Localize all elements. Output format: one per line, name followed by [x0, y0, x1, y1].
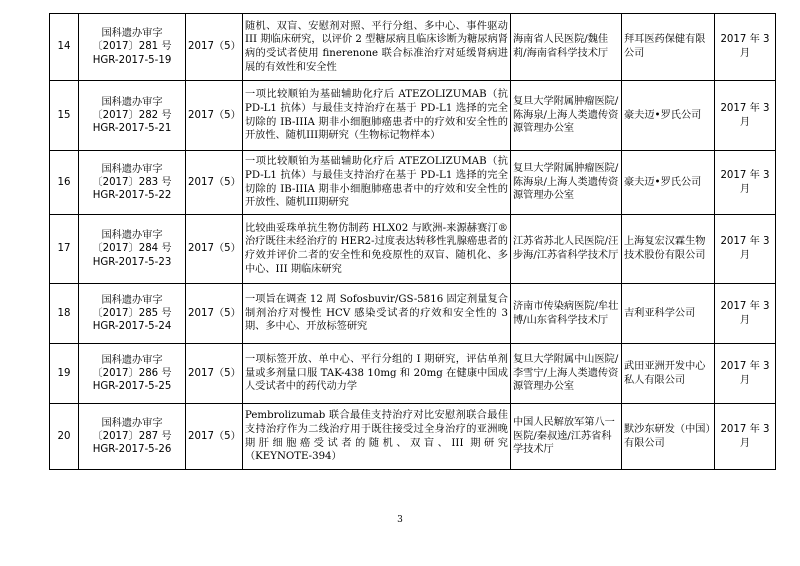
approval-line: 〔2017〕287 号 — [92, 430, 172, 442]
approval-line: HGR-2017-5-25 — [92, 381, 172, 393]
project-title: 比较曲妥珠单抗生物仿制药 HLX02 与欧洲-来源赫赛汀®治疗既往未经治疗的 HER2-过度表达转移性乳腺癌患者的疗效并评价二者的安全性和免疫原性的双盲、随机化、多中心、III 期临床研究 — [243, 215, 511, 284]
project-title: 一项标签开放、单中心、平行分组的 I 期研究，评估单剂量或多剂量口服 TAK-438 10mg 和 20mg 在健康中国成人受试者中的药代动力学 — [243, 344, 511, 404]
approval-date: 2017 年 3 月 — [715, 81, 776, 151]
project-title: 随机、双盲、安慰剂对照、平行分组、多中心、事件驱动 III 期临床研究，以评价 2 型糖尿病且临床诊断为糖尿病肾病的受试者使用 finerenone 联合标准治疗对延缓肾病进展的有效性和安全性 — [243, 14, 511, 81]
row-index: 18 — [50, 284, 79, 344]
table-row — [50, 344, 776, 404]
table-body — [50, 14, 776, 470]
sponsor: 拜耳医药保健有限公司 — [622, 14, 715, 81]
approval-line: 〔2017〕281 号 — [92, 41, 172, 53]
approval-date: 2017 年 3 月 — [715, 404, 776, 470]
approval-line: HGR-2017-5-22 — [92, 190, 172, 202]
approval-line: 〔2017〕285 号 — [92, 307, 172, 319]
row-index: 15 — [50, 81, 79, 151]
approval-line: 〔2017〕286 号 — [92, 367, 172, 379]
approval-line: HGR-2017-5-26 — [92, 444, 172, 456]
approval-line: 国科遗办审字 — [101, 294, 163, 306]
research-unit: 江苏省苏北人民医院/汪步海/江苏省科学技术厅 — [511, 215, 622, 284]
row-index: 20 — [50, 404, 79, 470]
approval-date: 2017 年 3 月 — [715, 284, 776, 344]
table-row — [50, 215, 776, 284]
approval-line: HGR-2017-5-21 — [92, 123, 172, 135]
research-unit: 济南市传染病医院/牟壮博/山东省科学技术厅 — [511, 284, 622, 344]
research-unit: 中国人民解放军第八一医院/秦叔逵/江苏省科学技术厅 — [511, 404, 622, 470]
research-unit: 复旦大学附属中山医院/李雪宁/上海人类遗传资源管理办公室 — [511, 344, 622, 404]
project-title: 一项旨在调查 12 周 Sofosbuvir/GS-5816 固定剂量复合制剂治疗对慢性 HCV 感染受试者的疗效和安全性的 3 期、多中心、开放标签研究 — [243, 284, 511, 344]
sponsor: 豪夫迈•罗氏公司 — [622, 81, 715, 151]
approval-line: 国科遗办审字 — [101, 230, 163, 242]
sponsor: 武田亚洲开发中心私人有限公司 — [622, 344, 715, 404]
approval-number — [79, 14, 186, 81]
approval-date: 2017 年 3 月 — [715, 344, 776, 404]
approval-date: 2017 年 3 月 — [715, 215, 776, 284]
research-unit: 海南省人民医院/魏佳莉/海南省科学技术厅 — [511, 14, 622, 81]
sponsor: 吉利亚科学公司 — [622, 284, 715, 344]
batch: 2017（5） — [186, 151, 243, 215]
approval-number — [79, 284, 186, 344]
research-unit: 复旦大学附属肿瘤医院/陈海泉/上海人类遗传资源管理办公室 — [511, 81, 622, 151]
approval-table — [49, 13, 776, 470]
approval-line: 〔2017〕282 号 — [92, 109, 172, 121]
research-unit: 复旦大学附属肿瘤医院/陈海泉/上海人类遗传资源管理办公室 — [511, 151, 622, 215]
sponsor: 上海复宏汉霖生物技术股份有限公司 — [622, 215, 715, 284]
table-row — [50, 284, 776, 344]
project-title: 一项比较顺铂为基础辅助化疗后 ATEZOLIZUMAB（抗 PD-L1 抗体）与最佳支持治疗在基于 PD-L1 选择的完全切除的 IB-IIIA 期非小细胞肺癌患者中的疗效和安全性的开放性、随机III期研究 — [243, 151, 511, 215]
approval-line: 〔2017〕284 号 — [92, 243, 172, 255]
batch: 2017（5） — [186, 14, 243, 81]
approval-number — [79, 151, 186, 215]
approval-line: HGR-2017-5-24 — [92, 321, 172, 333]
batch: 2017（5） — [186, 344, 243, 404]
page-number: 3 — [397, 515, 403, 525]
batch: 2017（5） — [186, 81, 243, 151]
approval-line: 国科遗办审字 — [101, 354, 163, 366]
batch: 2017（5） — [186, 284, 243, 344]
approval-line: HGR-2017-5-19 — [92, 54, 172, 66]
sponsor: 豪夫迈•罗氏公司 — [622, 151, 715, 215]
table-row — [50, 14, 776, 81]
approval-line: HGR-2017-5-23 — [92, 256, 172, 268]
project-title: 一项比较顺铂为基础辅助化疗后 ATEZOLIZUMAB（抗 PD-L1 抗体）与最佳支持治疗在基于 PD-L1 选择的完全切除的 IB-IIIA 期非小细胞肺癌患者中的疗效和安全性的开放性、随机III期研究（生物标记物样本） — [243, 81, 511, 151]
row-index: 17 — [50, 215, 79, 284]
approval-date: 2017 年 3 月 — [715, 151, 776, 215]
approval-number — [79, 404, 186, 470]
approval-number — [79, 344, 186, 404]
approval-number — [79, 215, 186, 284]
row-index: 16 — [50, 151, 79, 215]
table-row — [50, 404, 776, 470]
row-index: 14 — [50, 14, 79, 81]
sponsor: 默沙东研发（中国）有限公司 — [622, 404, 715, 470]
approval-line: 国科遗办审字 — [101, 163, 163, 175]
approval-line: 国科遗办审字 — [101, 28, 163, 40]
row-index: 19 — [50, 344, 79, 404]
table-row — [50, 151, 776, 215]
approval-number — [79, 81, 186, 151]
batch: 2017（5） — [186, 215, 243, 284]
approval-line: 国科遗办审字 — [101, 96, 163, 108]
approval-line: 国科遗办审字 — [101, 417, 163, 429]
batch: 2017（5） — [186, 404, 243, 470]
approval-date: 2017 年 3 月 — [715, 14, 776, 81]
approval-line: 〔2017〕283 号 — [92, 176, 172, 188]
project-title: Pembrolizumab 联合最佳支持治疗对比安慰剂联合最佳支持治疗作为二线治疗用于既往接受过全身治疗的亚洲晚期肝细胞癌受试者的随机、双盲、III 期研究（KEYNOTE-394） — [243, 404, 511, 470]
table-row — [50, 81, 776, 151]
